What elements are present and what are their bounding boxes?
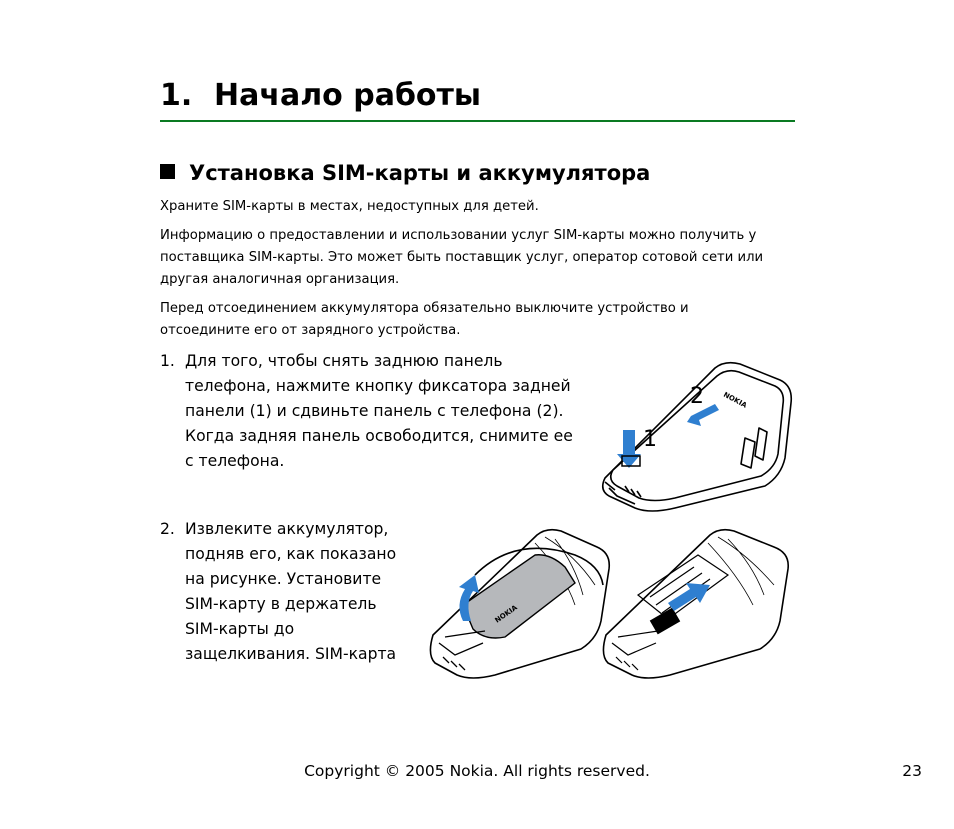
step-1-text: Для того, чтобы снять заднюю панель телефона, нажмите кнопку фиксатора задней панели (1) и сдвиньте панель с телефона (2). Когда задняя панель освободится, снимите ее с телефона. [185, 352, 573, 470]
back-cover-illustration [595, 358, 795, 518]
section-bullet-icon [160, 164, 175, 179]
page-number: 23 [902, 762, 922, 780]
footer-copyright: Copyright © 2005 Nokia. All rights reserved. [304, 762, 650, 780]
step-2-text: Извлеките аккумулятор, подняв его, как показано на рисунке. Установите SIM-карту в держатель SIM-карты до защелкивания. SIM-карта [185, 520, 397, 663]
step-2-number: 2. [160, 520, 175, 538]
step-1 [160, 349, 580, 474]
brand-logo-battery: NOKIA [493, 603, 519, 625]
section-title-text: Установка SIM-карты и аккумулятора [189, 161, 651, 185]
battery-removal-illustration [425, 525, 615, 685]
chapter-title-text: Начало работы [214, 78, 482, 113]
paragraph-battery-warning: Перед отсоединением аккумулятора обязательно выключите устройство и отсоедините его от зарядного устройства. [160, 301, 689, 338]
section-title [160, 158, 650, 188]
chapter-rule [160, 120, 795, 122]
paragraph-child-safety: Храните SIM-карты в местах, недоступных для детей. [160, 199, 539, 214]
sim-insert-illustration [598, 525, 798, 685]
callout-1: 1 [643, 427, 657, 452]
callout-2: 2 [690, 384, 704, 409]
paragraph-sim-services: Информацию о предоставлении и использовании услуг SIM-карты можно получить у поставщика SIM-карты. Это может быть поставщик услуг, оператор сотовой сети или другая аналогичная организация. [160, 228, 764, 287]
chapter-number: 1. [160, 78, 193, 113]
step-2 [160, 517, 400, 667]
brand-logo-back: NOKIA [722, 390, 749, 410]
step-1-number: 1. [160, 352, 175, 370]
chapter-title [160, 76, 481, 116]
